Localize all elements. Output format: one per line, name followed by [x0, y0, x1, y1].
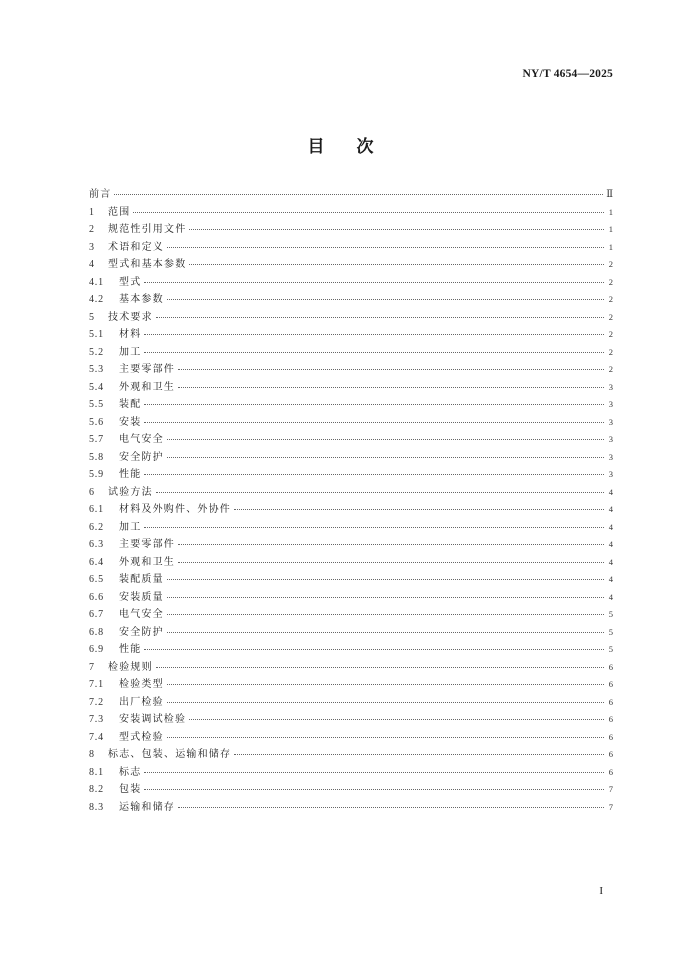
- toc-entry-page: 1: [608, 206, 613, 217]
- toc-dot-leader: [167, 247, 604, 248]
- toc-entry[interactable]: [89, 465, 613, 483]
- toc-dot-leader: [189, 229, 604, 230]
- toc-entry-page: 4: [608, 574, 613, 584]
- toc-entry-page: 2: [608, 294, 613, 304]
- toc-entry-title: 安装调试检验: [119, 714, 187, 725]
- toc-entry[interactable]: [89, 640, 613, 658]
- toc-entry-title: 型式: [119, 276, 142, 288]
- toc-dot-leader: [144, 282, 604, 283]
- toc-entry-number: 6: [89, 486, 95, 498]
- toc-entry-number: 7.2: [89, 696, 104, 708]
- toc-entry-page: 6: [608, 679, 613, 689]
- toc-entry-page: 3: [608, 416, 613, 427]
- toc-entry-number: 5.4: [89, 381, 104, 393]
- toc-entry-page: 6: [608, 749, 613, 759]
- toc-dot-leader: [144, 404, 604, 405]
- toc-entry-title: 型式和基本参数: [108, 259, 187, 270]
- toc-entry-number: 7: [89, 661, 95, 673]
- toc-entry-number: 5.2: [89, 346, 104, 358]
- toc-entry-page: 1: [608, 241, 613, 252]
- toc-entry[interactable]: [89, 675, 613, 693]
- toc-entry-page: 7: [608, 784, 613, 794]
- toc-entry-title: 加工: [119, 346, 142, 358]
- toc-entry[interactable]: [89, 780, 613, 798]
- toc-entry[interactable]: [89, 273, 613, 291]
- toc-entry[interactable]: [89, 238, 613, 256]
- toc-entry-title: 加工: [119, 521, 142, 533]
- toc-entry-title: 电气安全: [119, 609, 164, 620]
- page-title: [0, 132, 681, 157]
- toc-entry-page: 3: [608, 399, 613, 409]
- toc-entry-title: 材料及外购件、外协件: [119, 504, 231, 515]
- toc-entry-page: 4: [608, 539, 613, 549]
- toc-entry-page: 7: [608, 801, 613, 812]
- toc-entry-number: 8: [89, 749, 95, 760]
- toc-dot-leader: [178, 369, 604, 370]
- toc-entry-number: 5.9: [89, 469, 104, 480]
- toc-dot-leader: [167, 439, 604, 440]
- toc-dot-leader: [144, 789, 604, 790]
- toc-entry-page: 4: [608, 591, 613, 602]
- toc-entry-title: 性能: [119, 644, 142, 655]
- toc-dot-leader: [167, 632, 604, 633]
- toc-entry[interactable]: [89, 395, 613, 413]
- toc-entry-page: 6: [608, 696, 613, 707]
- toc-entry-title: 外观和卫生: [119, 556, 175, 568]
- toc-dot-leader: [167, 597, 604, 598]
- page-title-part1: 目: [307, 137, 325, 157]
- toc-entry[interactable]: [89, 658, 613, 676]
- toc-entry-page: Ⅱ: [606, 189, 613, 200]
- toc-dot-leader: [167, 299, 604, 300]
- toc-entry-title: 出厂检验: [119, 696, 164, 708]
- toc-entry-title: 技术要求: [108, 311, 153, 323]
- toc-entry-number: 6.8: [89, 626, 104, 638]
- toc-dot-leader: [144, 422, 604, 423]
- toc-dot-leader: [167, 457, 604, 458]
- toc-dot-leader: [144, 334, 604, 335]
- toc-entry-title: 安全防护: [119, 451, 164, 463]
- toc-entry-number: 7.1: [89, 679, 104, 690]
- toc-dot-leader: [144, 649, 604, 650]
- toc-entry-number: 7.4: [89, 731, 104, 743]
- toc-entry-number: 6.1: [89, 504, 104, 515]
- toc-entry[interactable]: [89, 308, 613, 326]
- toc-entry-title: 标志、包装、运输和储存: [108, 749, 232, 760]
- toc-entry-number: 6.3: [89, 539, 104, 550]
- page-title-part2: 次: [356, 137, 374, 157]
- toc-entry-page: 3: [608, 381, 613, 392]
- toc-entry-page: 4: [608, 486, 613, 497]
- table-of-contents: [89, 185, 613, 815]
- toc-entry-title: 性能: [119, 469, 142, 480]
- toc-entry[interactable]: [89, 535, 613, 553]
- toc-entry-title: 电气安全: [119, 434, 164, 445]
- toc-entry-title: 装配质量: [119, 574, 164, 585]
- toc-entry[interactable]: [89, 588, 613, 606]
- toc-entry-page: 2: [608, 311, 613, 322]
- toc-entry-page: 6: [608, 714, 613, 724]
- toc-entry-number: 1: [89, 206, 95, 218]
- toc-entry-number: 6.4: [89, 556, 104, 568]
- toc-dot-leader: [178, 387, 604, 388]
- toc-entry-page: 1: [608, 224, 613, 234]
- toc-entry-page: 6: [608, 661, 613, 672]
- toc-dot-leader: [133, 212, 604, 213]
- toc-entry[interactable]: [89, 693, 613, 711]
- toc-dot-leader: [234, 509, 604, 510]
- toc-dot-leader: [114, 194, 603, 195]
- toc-entry-number: 6.5: [89, 574, 104, 585]
- toc-entry[interactable]: [89, 325, 613, 343]
- toc-entry[interactable]: [89, 763, 613, 781]
- toc-entry-title: 安全防护: [119, 626, 164, 638]
- toc-dot-leader: [167, 737, 604, 738]
- toc-entry-page: 4: [608, 556, 613, 567]
- toc-entry[interactable]: [89, 430, 613, 448]
- toc-entry-title: 检验类型: [119, 679, 164, 690]
- toc-dot-leader: [167, 614, 604, 615]
- toc-entry-number: 5.6: [89, 416, 104, 428]
- toc-entry-number: 2: [89, 224, 95, 235]
- toc-entry-title: 规范性引用文件: [108, 224, 187, 235]
- toc-dot-leader: [178, 807, 604, 808]
- toc-entry-title: 安装: [119, 416, 142, 428]
- toc-entry-number: 5: [89, 311, 95, 323]
- toc-entry[interactable]: [89, 220, 613, 238]
- standard-code: NY/T 4654—2025: [522, 68, 613, 80]
- toc-dot-leader: [144, 474, 604, 475]
- toc-entry[interactable]: [89, 798, 613, 816]
- toc-entry-title: 运输和储存: [119, 801, 175, 813]
- toc-entry-title: 安装质量: [119, 591, 164, 603]
- toc-dot-leader: [167, 579, 604, 580]
- toc-dot-leader: [189, 719, 604, 720]
- toc-entry-page: 3: [608, 451, 613, 462]
- toc-entry-page: 5: [608, 626, 613, 637]
- toc-entry-title: 检验规则: [108, 661, 153, 673]
- toc-entry[interactable]: [89, 360, 613, 378]
- toc-entry-page: 2: [608, 346, 613, 357]
- toc-entry-page: 2: [608, 259, 613, 269]
- toc-entry-number: 5.1: [89, 329, 104, 340]
- toc-dot-leader: [167, 702, 604, 703]
- page-number: I: [599, 885, 603, 897]
- toc-entry[interactable]: [89, 203, 613, 221]
- toc-entry-number: 4.1: [89, 276, 104, 288]
- toc-entry[interactable]: [89, 623, 613, 641]
- toc-entry-page: 2: [608, 276, 613, 287]
- toc-entry[interactable]: [89, 710, 613, 728]
- toc-entry-number: 3: [89, 241, 95, 253]
- toc-entry-page: 6: [608, 731, 613, 742]
- toc-entry-number: 5.5: [89, 399, 104, 410]
- toc-entry-number: 7.3: [89, 714, 104, 725]
- toc-entry-page: 2: [608, 329, 613, 339]
- toc-entry-title: 装配: [119, 399, 142, 410]
- toc-entry[interactable]: [89, 553, 613, 571]
- toc-dot-leader: [144, 352, 604, 353]
- toc-entry-title: 基本参数: [119, 294, 164, 305]
- toc-entry[interactable]: [89, 605, 613, 623]
- toc-entry-title: 主要零部件: [119, 539, 175, 550]
- toc-entry[interactable]: [89, 448, 613, 466]
- toc-entry-page: 4: [608, 504, 613, 514]
- toc-entry-title: 前言: [89, 189, 112, 200]
- toc-entry[interactable]: [89, 728, 613, 746]
- toc-entry-number: 6.9: [89, 644, 104, 655]
- toc-entry-title: 包装: [119, 784, 142, 795]
- toc-entry-page: 2: [608, 364, 613, 374]
- toc-entry-page: 5: [608, 609, 613, 619]
- toc-entry-number: 5.8: [89, 451, 104, 463]
- toc-dot-leader: [144, 772, 604, 773]
- toc-entry-title: 外观和卫生: [119, 381, 175, 393]
- toc-entry-title: 试验方法: [108, 486, 153, 498]
- toc-dot-leader: [156, 317, 604, 318]
- toc-dot-leader: [178, 544, 604, 545]
- toc-entry-number: 4.2: [89, 294, 104, 305]
- toc-entry[interactable]: [89, 745, 613, 763]
- toc-entry-number: 5.3: [89, 364, 104, 375]
- toc-entry-number: 6.7: [89, 609, 104, 620]
- toc-entry-title: 主要零部件: [119, 364, 175, 375]
- toc-entry-title: 标志: [119, 766, 142, 778]
- toc-entry-number: 6.6: [89, 591, 104, 603]
- toc-entry-page: 5: [608, 644, 613, 654]
- toc-entry[interactable]: [89, 378, 613, 396]
- toc-entry[interactable]: [89, 185, 613, 203]
- toc-entry-number: 8.1: [89, 766, 104, 778]
- toc-dot-leader: [144, 527, 604, 528]
- toc-entry[interactable]: [89, 518, 613, 536]
- toc-entry-number: 5.7: [89, 434, 104, 445]
- toc-dot-leader: [167, 684, 604, 685]
- toc-entry-number: 8.2: [89, 784, 104, 795]
- toc-entry-page: 3: [608, 434, 613, 444]
- toc-entry-number: 8.3: [89, 801, 104, 813]
- toc-entry[interactable]: [89, 483, 613, 501]
- toc-entry-page: 6: [608, 766, 613, 777]
- toc-entry-title: 型式检验: [119, 731, 164, 743]
- toc-entry-title: 范围: [108, 206, 131, 218]
- toc-dot-leader: [189, 264, 604, 265]
- toc-entry-page: 4: [608, 521, 613, 532]
- toc-entry-title: 术语和定义: [108, 241, 164, 253]
- toc-dot-leader: [178, 562, 604, 563]
- toc-dot-leader: [234, 754, 604, 755]
- toc-entry[interactable]: [89, 570, 613, 588]
- toc-entry-title: 材料: [119, 329, 142, 340]
- toc-entry-page: 3: [608, 469, 613, 479]
- toc-entry[interactable]: [89, 413, 613, 431]
- toc-entry-number: 6.2: [89, 521, 104, 533]
- toc-entry[interactable]: [89, 255, 613, 273]
- toc-entry[interactable]: [89, 500, 613, 518]
- toc-entry-number: 4: [89, 259, 95, 270]
- toc-entry[interactable]: [89, 343, 613, 361]
- toc-dot-leader: [156, 667, 604, 668]
- toc-dot-leader: [156, 492, 604, 493]
- toc-entry[interactable]: [89, 290, 613, 308]
